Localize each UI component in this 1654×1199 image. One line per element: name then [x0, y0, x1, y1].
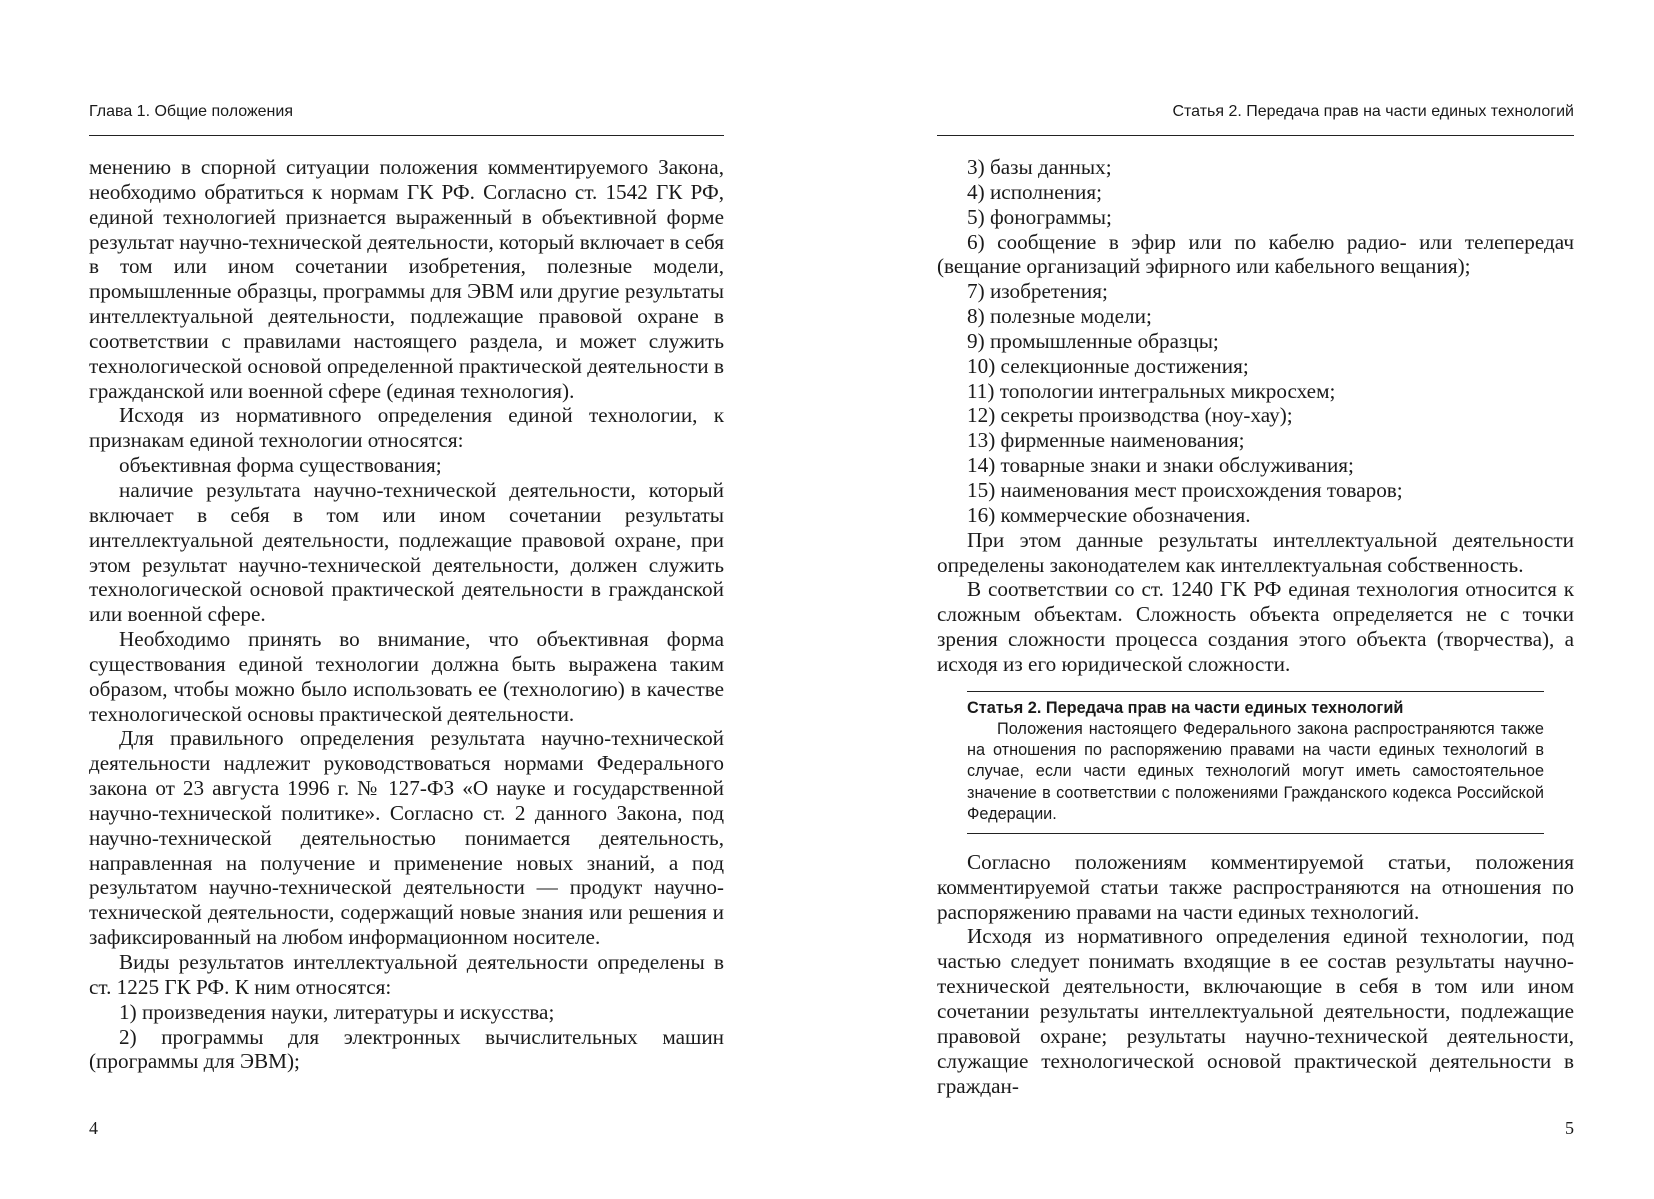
header-rule [89, 135, 724, 136]
list-item: 3) базы данных; [967, 155, 1112, 179]
paragraph: Для правильного определения результата научно-технической деятельности надлежит руководствоваться нормами Федерального закона от 23 августа 1996 г. № 127-ФЗ «О науке и государственной научно-технической политике». Согласно ст. 2 данного Закона, под научно-технической деятельностью понимается деятельность, направленная на получение и применение новых знаний, а под результатом научно-технической деятельности — продукт научно-технической деятельности, содержащий новые знания или решения и зафиксированный на любом информационном носителе. [89, 726, 724, 950]
paragraph: объективная форма существования; [119, 453, 442, 478]
list-item: 9) промышленные образцы; [967, 328, 1219, 353]
running-head: Глава 1. Общие положения [89, 103, 293, 120]
list-item: 8) полезные модели; [967, 304, 1152, 329]
list-item: 12) секреты производства (ноу-хау); [967, 403, 1293, 428]
article-statute-box [967, 691, 1544, 834]
list-item: 14) товарные знаки и знаки обслуживания; [967, 453, 1354, 478]
paragraph: В соответствии со ст. 1240 ГК РФ единая технология относится к сложным объектам. Сложность объекта определяется не с точки зрения сложности процесса создания этого объекта (творчества), а исходя из его юридической сложности. [937, 577, 1574, 676]
header-rule [937, 135, 1574, 136]
paragraph: При этом данные результаты интеллектуальной деятельности определены законодателем как интеллектуальная собственность. [937, 527, 1574, 577]
list-item: 10) селекционные достижения; [967, 353, 1249, 378]
list-item: 13) фирменные наименования; [967, 428, 1245, 453]
page-number: 5 [1565, 1118, 1574, 1138]
paragraph: Исходя из нормативного определения единой технологии, к признакам единой технологии относятся: [89, 403, 724, 453]
list-item: 7) изобретения; [967, 279, 1108, 304]
article-text: Положения настоящего Федерального закона распространяются также на отношения по распоряжению правами на части единых технологий в случае, если части единых технологий могут иметь самостоятельное значение в соответствии с положениями Гражданского кодекса Российской Федерации. [967, 719, 1544, 823]
list-item: 15) наименования мест происхождения товаров; [967, 477, 1403, 502]
page-number: 4 [89, 1118, 98, 1138]
paragraph: Согласно положениям комментируемой статьи, положения комментируемой статьи также распространяются на отношения по распоряжению правами на части единых технологий. [937, 849, 1574, 924]
article-title: Статья 2. Передача прав на части единых технологий [967, 698, 1404, 717]
list-item: 5) фонограммы; [967, 204, 1112, 229]
paragraph: Исходя из нормативного определения единой технологии, под частью следует понимать входящие в ее состав результаты научно-технической деятельности, включающие в себя в том или ином сочетании результаты интеллектуальной деятельности, подлежащие правовой охране; результаты научно-технической деятельности, служащие технологической основой практической деятельности в граждан- [937, 924, 1574, 1098]
paragraph: наличие результата научно-технической деятельности, который включает в себя в том или ином сочетании результаты интеллектуальной деятельности, подлежащие правовой охране, при этом результат научно-технической деятельности, должен служить технологической основой практической деятельности в гражданской или военной сфере. [89, 477, 724, 627]
right-page [937, 0, 1574, 1199]
running-head: Статья 2. Передача прав на части единых технологий [1172, 103, 1574, 120]
list-item: 6) сообщение в эфир или по кабелю радио- или телепередач (вещание организаций эфирного или кабельного вещания); [937, 229, 1574, 279]
body-text [89, 155, 724, 1074]
paragraph: Виды результатов интеллектуальной деятельности определены в ст. 1225 ГК РФ. К ним относятся: [89, 950, 724, 999]
paragraph: Необходимо принять во внимание, что объективная форма существования единой технологии должна быть выражена таким образом, чтобы можно было использовать ее (технологию) в качестве технологической основы практической деятельности. [89, 627, 724, 726]
left-page [89, 0, 724, 1199]
list-item: 16) коммерческие обозначения. [967, 502, 1251, 527]
list-item: 11) топологии интегральных микросхем; [967, 378, 1336, 403]
body-text [937, 155, 1574, 1098]
paragraph: менению в спорной ситуации положения комментируемого Закона, необходимо обратиться к нормам ГК РФ. Согласно ст. 1542 ГК РФ, единой технологией признается выраженный в объективной форме результат научно-технической деятельности, который включает в себя в том или ином сочетании изобретения, полезные модели, промышленные образцы, программы для ЭВМ или другие результаты интеллектуальной деятельности, подлежащие правовой охране в соответствии с правилами настоящего раздела, и может служить технологической основой определенной практической деятельности в гражданской или военной сфере (единая технология). [89, 155, 724, 403]
list-item: 4) исполнения; [967, 179, 1102, 204]
list-item: 2) программы для электронных вычислительных машин (программы для ЭВМ); [89, 1024, 724, 1074]
list-item: 1) произведения науки, литературы и искусства; [119, 999, 555, 1024]
